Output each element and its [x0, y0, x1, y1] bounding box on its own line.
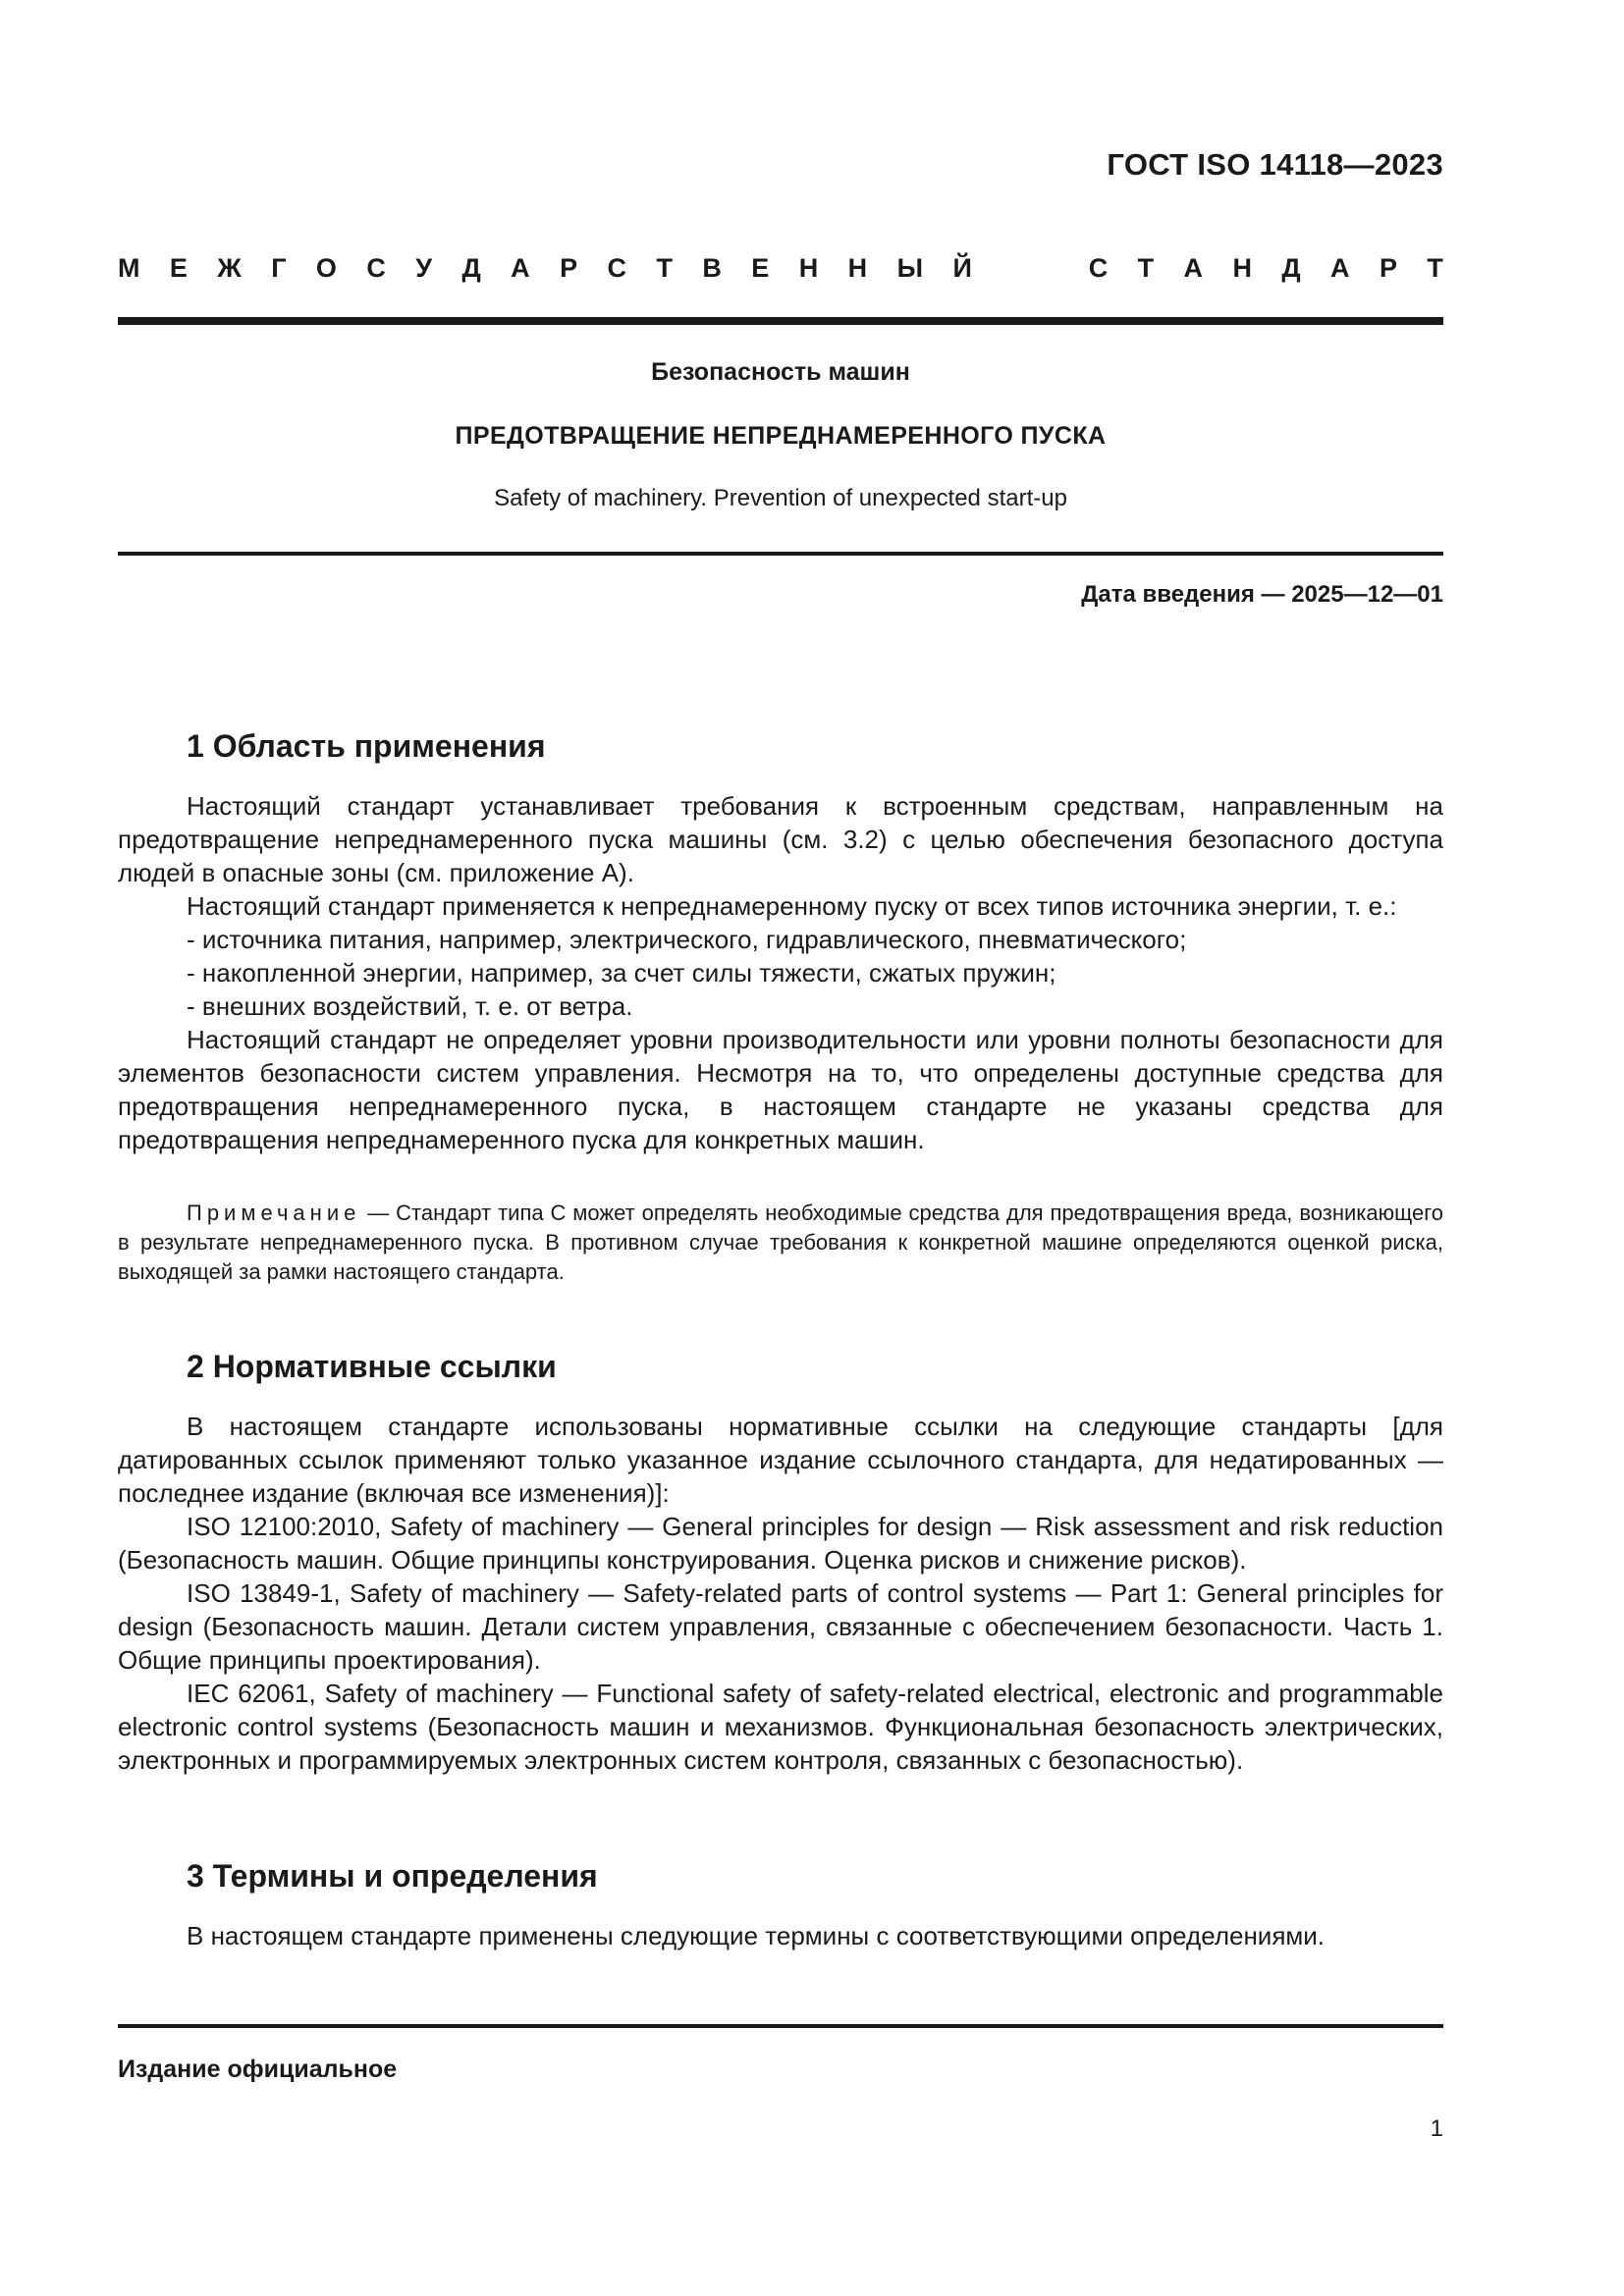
list-item: - накопленной энергии, например, за счет силы тяжести, сжатых пружин;: [187, 958, 1056, 988]
note-label: Примечание: [187, 1201, 361, 1225]
list-item: - внешних воздействий, т. е. от ветра.: [187, 991, 633, 1021]
section-1-heading: 1 Область применения: [187, 728, 546, 764]
note: [118, 1199, 1443, 1287]
interstate-standard-banner: М Е Ж Г О С У Д А Р С Т В Е Н Н Ы Й С Т А Н Д А Р Т: [118, 253, 1443, 283]
section-1-paragraph: Настоящий стандарт не определяет уровни производительности или уровни полноты безопасности для элементов безопасности систем управления. Несмотря на то, что определены доступные средства для предотвращения непреднамеренного пуска, в настоящем стандарте не указаны средства для предотвращения непреднамеренного пуска для конкретных машин.: [118, 1025, 1443, 1154]
note-text: — Стандарт типа С может определять необходимые средства для предотвращения вреда, возникающего в результате непреднамеренного пуска. В противном случае требования к конкретной машине определяются оценкой риска, выходящей за рамки настоящего стандарта.: [118, 1201, 1443, 1284]
title-english: Safety of machinery. Prevention of unexpected start-up: [494, 485, 1067, 511]
page-title: ПРЕДОТВРАЩЕНИЕ НЕПРЕДНАМЕРЕННОГО ПУСКА: [455, 422, 1107, 450]
reference-item: IEC 62061, Safety of machinery — Functional safety of safety-related electrical, electronic and programmable electronic control systems (Безопасность машин и механизмов. Функциональная безопасность электрических, электронных и программируемых электронных систем контроля, связанных с безопасностью).: [118, 1679, 1443, 1775]
section-1-paragraph: Настоящий стандарт устанавливает требования к встроенным средствам, направленным на предотвращение непреднамеренного пуска машины (см. 3.2) с целью обеспечения безопасного доступа людей в опасные зоны (см. приложение А).: [118, 791, 1443, 887]
title-divider: [118, 552, 1443, 556]
section-2-body: [118, 1410, 1443, 1777]
intro-date: Дата введения — 2025—12—01: [1081, 581, 1443, 608]
footer-divider: [118, 2024, 1443, 2028]
standard-code: ГОСТ ISO 14118—2023: [1107, 147, 1443, 182]
header-divider: [118, 317, 1443, 325]
section-3-paragraph: В настоящем стандарте применены следующие термины с соответствующими определениями.: [187, 1921, 1326, 1950]
reference-item: ISO 12100:2010, Safety of machinery — General principles for design — Risk assessment and risk reduction (Безопасность машин. Общие принципы конструирования. Оценка рисков и снижение рисков).: [118, 1512, 1443, 1575]
word-gap: [1001, 253, 1058, 284]
title-group: Безопасность машин: [651, 358, 910, 386]
section-1-body: [118, 789, 1443, 1156]
edition-label: Издание официальное: [118, 2056, 398, 2083]
section-1-paragraph: Настоящий стандарт применяется к непреднамеренному пуску от всех типов источника энергии, т. е.:: [187, 891, 1397, 921]
section-3-body: [118, 1919, 1443, 1952]
reference-item: ISO 13849-1, Safety of machinery — Safety-related parts of control systems — Part 1: General principles for design (Безопасность машин. Детали систем управления, связанные с обеспечением безопасности. Часть 1. Общие принципы проектирования).: [118, 1578, 1443, 1675]
section-2-paragraph: В настоящем стандарте использованы нормативные ссылки на следующие стандарты [для датированных ссылок применяют только указанное издание ссылочного стандарта, для недатированных — последнее издание (включая все изменения)]:: [118, 1412, 1443, 1508]
page-number: 1: [1430, 2115, 1443, 2142]
section-2-heading: 2 Нормативные ссылки: [187, 1349, 557, 1384]
section-3-heading: 3 Термины и определения: [187, 1858, 598, 1894]
list-item: - источника питания, например, электрического, гидравлического, пневматического;: [187, 925, 1187, 954]
